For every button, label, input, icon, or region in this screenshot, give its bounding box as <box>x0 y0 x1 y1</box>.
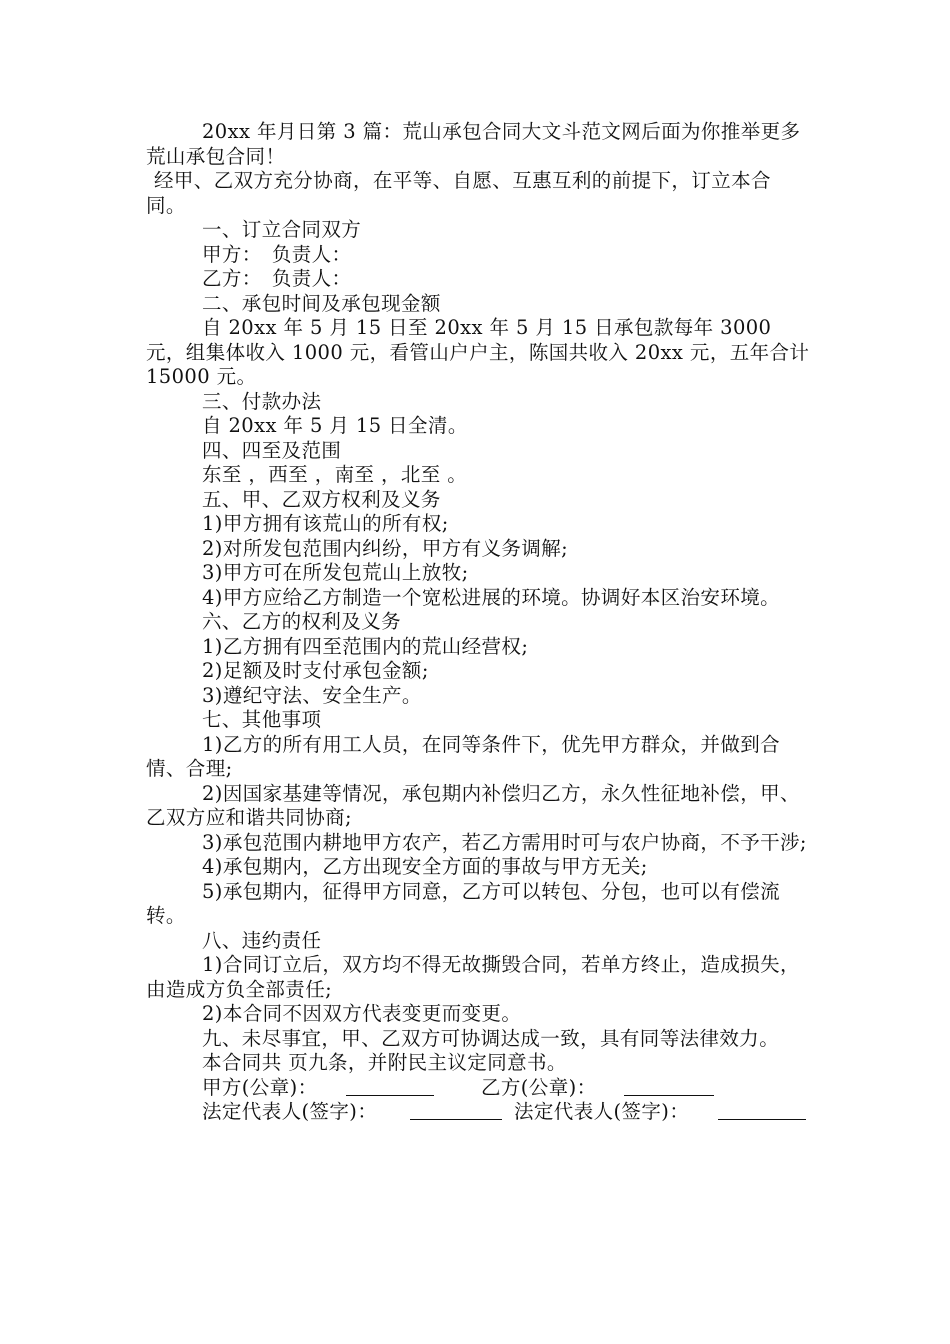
party-b-seal-blank <box>624 1076 714 1101</box>
section-4-text: 东至 ，西至 ，南至 ，北至 。 <box>202 463 468 486</box>
section-9-text: 九、未尽事宜，甲、乙双方可协调达成一致，具有同等法律效力。 <box>202 1026 780 1050</box>
section-2-heading: 二、承包时间及承包现金额 <box>202 291 441 315</box>
section-2-text: 自 20xx 年 5 月 15 日至 20xx 年 5 月 15 日承包款每年 3000 元，组集体收入 1000 元，看管山户户主，陈国共收入 20xx 元，五年合计 15000 元。 <box>146 316 816 388</box>
party-b-rep-label: 法定代表人(签字)： <box>514 1100 690 1123</box>
party-b-line: 乙方： 负责人： <box>202 267 352 290</box>
party-a-line: 甲方： 负责人： <box>202 242 352 266</box>
section-8-heading: 八、违约责任 <box>202 928 322 952</box>
section-6-item-3: 3)遵纪守法、安全生产。 <box>202 683 422 707</box>
section-3-text: 自 20xx 年 5 月 15 日全清。 <box>202 414 468 437</box>
section-6-item-1: 1)乙方拥有四至范围内的荒山经营权; <box>202 634 529 658</box>
section-5-item-4: 4)甲方应给乙方制造一个宽松进展的环境。协调好本区治安环境。 <box>202 585 781 609</box>
section-7-item-4: 4)承包期内，乙方出现安全方面的事故与甲方无关; <box>202 855 648 878</box>
section-7-item-3: 3)承包范围内耕地甲方农产，若乙方需用时可与农户协商，不予干涉; <box>202 830 807 854</box>
section-6-item-2: 2)足额及时支付承包金额; <box>202 659 429 682</box>
section-6-heading: 六、乙方的权利及义务 <box>202 610 402 633</box>
section-4-heading: 四、四至及范围 <box>202 438 342 462</box>
section-8-item-1: 1)合同订立后，双方均不得无故撕毁合同，若单方终止，造成损失，由造成方负全部责任; <box>146 953 800 1001</box>
representative-row <box>146 1100 810 1125</box>
section-7-item-2: 2)因国家基建等情况，承包期内补偿归乙方，永久性征地补偿，甲、乙双方应和谐共同协商; <box>146 781 800 829</box>
closing-line: 本合同共 页九条，并附民主议定同意书。 <box>202 1051 567 1074</box>
section-5-heading: 五、甲、乙双方权利及义务 <box>202 487 441 511</box>
section-5-item-2: 2)对所发包范围内纠纷，甲方有义务调解; <box>202 536 569 560</box>
seal-row <box>146 1076 810 1101</box>
party-a-seal-label: 甲方(公章)： <box>202 1075 318 1099</box>
section-7-item-5: 5)承包期内，征得甲方同意，乙方可以转包、分包，也可以有偿流转。 <box>146 879 781 927</box>
party-a-rep-blank <box>410 1100 502 1125</box>
section-1-heading: 一、订立合同双方 <box>202 218 362 241</box>
section-7-heading: 七、其他事项 <box>202 708 322 731</box>
section-3-heading: 三、付款办法 <box>202 389 322 413</box>
intro-paragraph: 20xx 年月日第 3 篇：荒山承包合同大文斗范文网后面为你推举更多荒山承包合同！ <box>146 120 801 168</box>
party-a-rep-label: 法定代表人(签字)： <box>202 1100 378 1123</box>
preamble-paragraph: 经甲、乙双方充分协商，在平等、自愿、互惠互利的前提下，订立本合同。 <box>146 169 771 217</box>
contract-body <box>146 120 816 1125</box>
section-5-item-3: 3)甲方可在所发包荒山上放牧; <box>202 561 469 584</box>
section-7-item-1: 1)乙方的所有用工人员，在同等条件下，优先甲方群众，并做到合情、合理; <box>146 732 781 780</box>
section-8-item-2: 2)本合同不因双方代表变更而变更。 <box>202 1002 522 1025</box>
party-b-seal-label: 乙方(公章)： <box>481 1075 597 1099</box>
party-a-seal-blank <box>346 1076 434 1101</box>
party-b-rep-blank <box>718 1100 806 1125</box>
section-5-item-1: 1)甲方拥有该荒山的所有权; <box>202 512 449 535</box>
